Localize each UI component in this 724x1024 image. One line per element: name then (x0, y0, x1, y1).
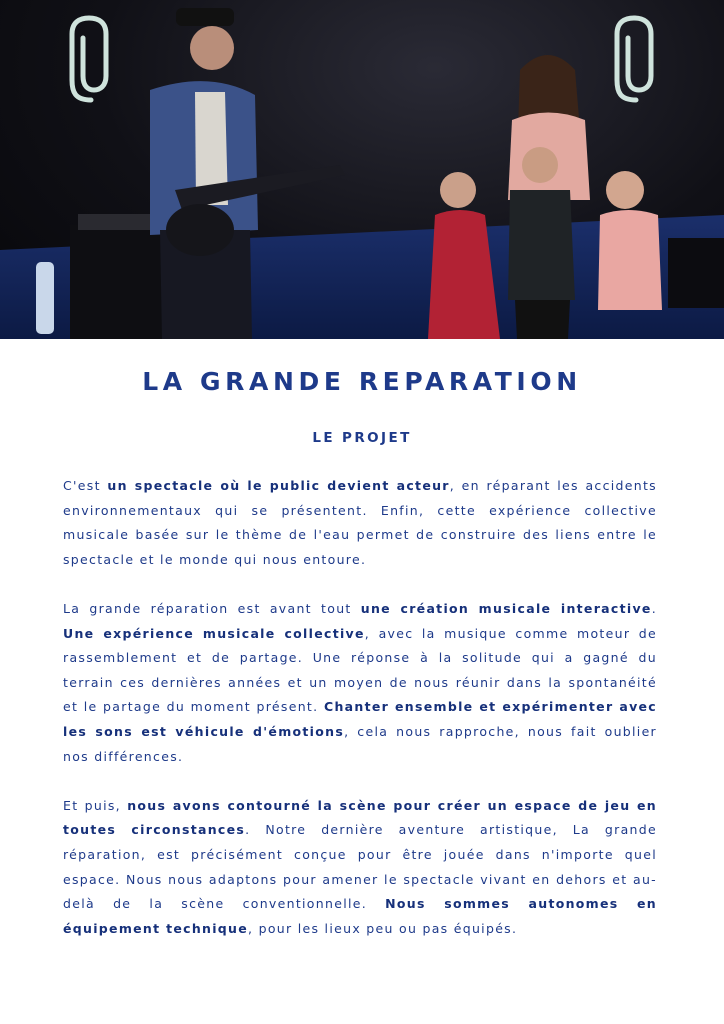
paperclip-icon (612, 14, 660, 104)
speaker (668, 238, 724, 308)
text-run: . (651, 600, 657, 616)
body-text (63, 474, 657, 966)
bold-text: nous avons contourné la scène pour créer un espace de jeu en toutes circonstances (63, 797, 657, 838)
page-title: LA GRANDE REPARATION (142, 367, 582, 396)
girl-right-top (598, 210, 662, 310)
boy-sweater (508, 190, 575, 300)
bold-text: une création musicale interactive (360, 600, 652, 616)
bold-text: un spectacle où le public devient acteur (107, 478, 450, 493)
bold-text: Une expérience musicale collective (63, 625, 365, 641)
text-run: La grande réparation est avant tout (63, 600, 361, 616)
boy-head (522, 147, 558, 183)
text-run: . Notre dernière aventure artistique, La grande réparation, est précisément conçue pour être jouée dans n'importe quel espace. Nous nous adaptons pour amener le spectacle vivant en dehors et au-delà de la scène conventionnelle. (63, 822, 657, 912)
girl-right-head (606, 171, 644, 209)
section-title: LE PROJET (312, 430, 412, 446)
paperclip-icon (67, 14, 115, 104)
text-run: , pour les lieux peu ou pas équipés. (248, 920, 518, 936)
text-run: Et puis, (63, 797, 128, 813)
girl-left-head (440, 172, 476, 208)
bottle (36, 262, 54, 334)
bold-text: Nous sommes autonomes en équipement technique (63, 896, 658, 936)
bold-text: Chanter ensemble et expérimenter avec les sons est véhicule d'émotions (63, 699, 658, 739)
text-run: , en réparant les accidents environnementaux qui se présentent. Enfin, cette expérience collective musicale basée sur le thème de l'eau permet de construire des liens entre le spectacle et le monde qui nous entoure. (63, 478, 657, 567)
text-run: C'est (63, 478, 108, 493)
text-run: , cela nous rapproche, nous fait oublier nos différences. (63, 723, 657, 764)
paragraph (63, 794, 657, 942)
musician-hat (176, 8, 234, 26)
musician-head (190, 26, 234, 70)
paragraph (63, 474, 657, 572)
header-photo (0, 0, 724, 339)
text-run: , avec la musique comme moteur de rassemblement et de partage. Une réponse à la solitude qui a gagné du terrain ces dernières années et un moyen de nous réunir dans la spontanéité et le partage du moment présent. (63, 625, 657, 715)
paragraph (63, 597, 657, 769)
boy-legs (515, 300, 570, 339)
guitar-body (166, 204, 234, 256)
